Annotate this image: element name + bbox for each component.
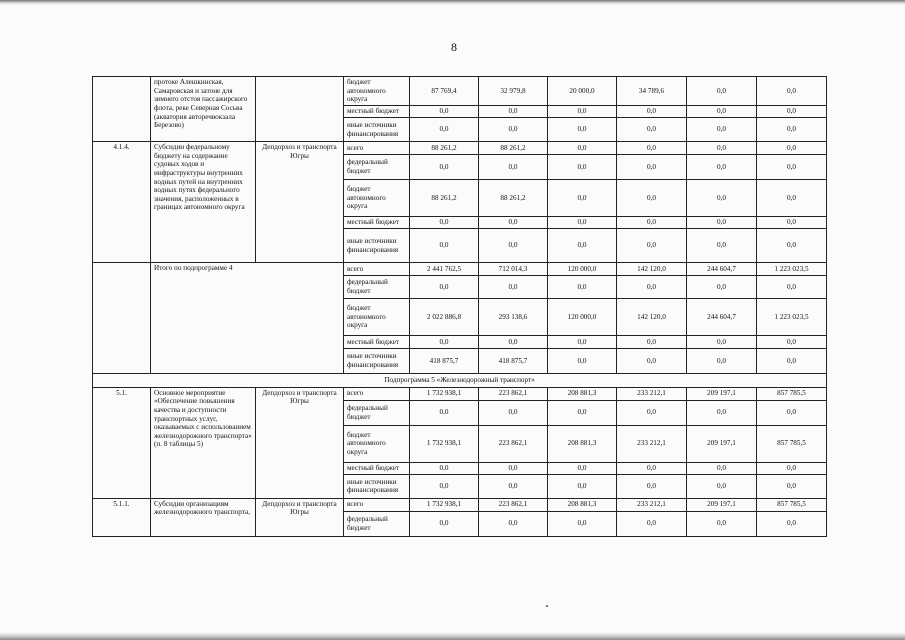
value-cell: 1 223 023,5 <box>757 299 827 336</box>
value-cell: 223 862,1 <box>479 498 548 511</box>
value-cell: 0,0 <box>479 511 548 536</box>
value-cell: 0,0 <box>479 336 548 349</box>
value-cell: 244 604,7 <box>687 299 757 336</box>
funding-source-cell: иные источники финансирования <box>344 349 410 374</box>
value-cell: 0,0 <box>479 155 548 180</box>
value-cell: 1 732 938,1 <box>410 425 479 462</box>
value-cell: 0,0 <box>548 118 617 142</box>
value-cell: 0,0 <box>757 142 827 155</box>
value-cell: 88 261,2 <box>410 180 479 217</box>
value-cell: 0,0 <box>548 155 617 180</box>
value-cell: 0,0 <box>757 462 827 474</box>
value-cell: 0,0 <box>687 155 757 180</box>
funding-source-cell: федеральный бюджет <box>344 276 410 299</box>
value-cell: 20 000,0 <box>548 77 617 106</box>
value-cell: 0,0 <box>617 155 687 180</box>
value-cell: 0,0 <box>617 118 687 142</box>
value-cell: 0,0 <box>687 142 757 155</box>
value-cell: 0,0 <box>548 276 617 299</box>
value-cell: 0,0 <box>410 155 479 180</box>
value-cell: 0,0 <box>548 462 617 474</box>
value-cell: 88 261,2 <box>479 142 548 155</box>
value-cell: 0,0 <box>617 336 687 349</box>
value-cell: 857 785,5 <box>757 498 827 511</box>
value-cell: 223 862,1 <box>479 425 548 462</box>
value-cell: 418 875,7 <box>479 349 548 374</box>
value-cell: 0,0 <box>617 106 687 118</box>
value-cell: 0,0 <box>687 474 757 498</box>
value-cell: 0,0 <box>479 217 548 229</box>
value-cell: 87 769,4 <box>410 77 479 106</box>
value-cell: 0,0 <box>548 106 617 118</box>
value-cell: 2 022 886,8 <box>410 299 479 336</box>
executor-cell: Депдорхоз и транспорта Югры <box>256 387 344 498</box>
budget-table <box>92 76 827 537</box>
value-cell: 120 000,0 <box>548 263 617 276</box>
value-cell: 34 789,6 <box>617 77 687 106</box>
value-cell: 0,0 <box>410 276 479 299</box>
value-cell: 0,0 <box>687 106 757 118</box>
scan-edge-bottom <box>0 632 905 640</box>
value-cell: 0,0 <box>687 336 757 349</box>
value-cell: 0,0 <box>757 511 827 536</box>
value-cell: 0,0 <box>757 474 827 498</box>
value-cell: 0,0 <box>479 474 548 498</box>
value-cell: 142 120,0 <box>617 263 687 276</box>
value-cell: 0,0 <box>617 462 687 474</box>
value-cell: 0,0 <box>617 229 687 263</box>
value-cell: 0,0 <box>410 106 479 118</box>
funding-source-cell: местный бюджет <box>344 106 410 118</box>
subprogram-heading: Подпрограмма 5 «Железнодорожный транспорт» <box>93 374 827 388</box>
row-number-cell: 5.1. <box>93 387 151 498</box>
value-cell: 209 197,1 <box>687 387 757 400</box>
row-number-cell <box>93 263 151 374</box>
value-cell: 0,0 <box>479 118 548 142</box>
value-cell: 223 862,1 <box>479 387 548 400</box>
scan-speck <box>546 605 548 607</box>
value-cell: 0,0 <box>757 349 827 374</box>
value-cell: 208 881,3 <box>548 387 617 400</box>
funding-source-cell: бюджет автономного округа <box>344 180 410 217</box>
value-cell: 0,0 <box>617 511 687 536</box>
value-cell: 0,0 <box>757 229 827 263</box>
activity-cell: протоке Алешкинская, Самаровская и затоне для зимнего отстоя пассажирского флота, реке Северная Сосьва (акватория авторечвокзала Березово) <box>151 77 256 142</box>
value-cell: 0,0 <box>548 217 617 229</box>
value-cell: 418 875,7 <box>410 349 479 374</box>
funding-source-cell: всего <box>344 263 410 276</box>
value-cell: 0,0 <box>687 276 757 299</box>
funding-source-cell: всего <box>344 498 410 511</box>
table-row <box>93 77 827 106</box>
value-cell: 2 441 762,5 <box>410 263 479 276</box>
funding-source-cell: федеральный бюджет <box>344 400 410 425</box>
value-cell: 142 120,0 <box>617 299 687 336</box>
value-cell: 0,0 <box>410 462 479 474</box>
value-cell: 0,0 <box>410 217 479 229</box>
funding-source-cell: всего <box>344 387 410 400</box>
activity-cell: Субсидии федеральному бюджету на содержание судовых ходов и инфраструктуры внутренних водных путей на внутренних водных путях федерального значения, расположенных в границах автономного округа <box>151 142 256 263</box>
table-row <box>93 142 827 155</box>
value-cell: 0,0 <box>757 180 827 217</box>
value-cell: 0,0 <box>410 336 479 349</box>
value-cell: 0,0 <box>757 217 827 229</box>
value-cell: 0,0 <box>548 180 617 217</box>
value-cell: 0,0 <box>757 77 827 106</box>
value-cell: 208 881,3 <box>548 425 617 462</box>
value-cell: 0,0 <box>757 336 827 349</box>
value-cell: 0,0 <box>479 106 548 118</box>
value-cell: 857 785,5 <box>757 387 827 400</box>
activity-cell: Основное мероприятие «Обеспечение повышения качества и доступности транспортных услуг, оказываемых с использованием железнодорожного транспорта» (п. 8 таблицы 5) <box>151 387 256 498</box>
value-cell: 0,0 <box>410 474 479 498</box>
value-cell: 293 138,6 <box>479 299 548 336</box>
funding-source-cell: иные источники финансирования <box>344 474 410 498</box>
value-cell: 88 261,2 <box>410 142 479 155</box>
value-cell: 209 197,1 <box>687 425 757 462</box>
executor-cell <box>256 77 344 142</box>
value-cell: 1 223 023,5 <box>757 263 827 276</box>
value-cell: 0,0 <box>410 229 479 263</box>
value-cell: 0,0 <box>617 400 687 425</box>
value-cell: 233 212,1 <box>617 425 687 462</box>
value-cell: 208 881,3 <box>548 498 617 511</box>
value-cell: 0,0 <box>548 349 617 374</box>
value-cell: 0,0 <box>479 229 548 263</box>
value-cell: 0,0 <box>757 400 827 425</box>
value-cell: 0,0 <box>617 217 687 229</box>
value-cell: 0,0 <box>548 400 617 425</box>
value-cell: 32 979,8 <box>479 77 548 106</box>
value-cell: 0,0 <box>617 474 687 498</box>
funding-source-cell: бюджет автономного округа <box>344 299 410 336</box>
funding-source-cell: местный бюджет <box>344 462 410 474</box>
scan-edge-top <box>0 0 905 5</box>
table-row <box>93 387 827 400</box>
value-cell: 0,0 <box>410 511 479 536</box>
value-cell: 120 000,0 <box>548 299 617 336</box>
table-row <box>93 263 827 276</box>
value-cell: 0,0 <box>687 180 757 217</box>
value-cell: 233 212,1 <box>617 498 687 511</box>
value-cell: 0,0 <box>479 276 548 299</box>
value-cell: 0,0 <box>548 229 617 263</box>
value-cell: 0,0 <box>687 217 757 229</box>
value-cell: 0,0 <box>757 276 827 299</box>
value-cell: 0,0 <box>687 118 757 142</box>
value-cell: 0,0 <box>687 349 757 374</box>
value-cell: 0,0 <box>687 229 757 263</box>
value-cell: 0,0 <box>548 336 617 349</box>
value-cell: 88 261,2 <box>479 180 548 217</box>
row-number-cell: 4.1.4. <box>93 142 151 263</box>
section-heading-row <box>93 374 827 388</box>
table-row <box>93 498 827 511</box>
value-cell: 0,0 <box>687 511 757 536</box>
value-cell: 0,0 <box>757 118 827 142</box>
value-cell: 857 785,5 <box>757 425 827 462</box>
row-number-cell: 5.1.1. <box>93 498 151 536</box>
value-cell: 0,0 <box>687 462 757 474</box>
value-cell: 244 604,7 <box>687 263 757 276</box>
value-cell: 1 732 938,1 <box>410 387 479 400</box>
funding-source-cell: бюджет автономного округа <box>344 425 410 462</box>
value-cell: 0,0 <box>757 106 827 118</box>
funding-source-cell: федеральный бюджет <box>344 155 410 180</box>
funding-source-cell: местный бюджет <box>344 336 410 349</box>
funding-source-cell: местный бюджет <box>344 217 410 229</box>
value-cell: 209 197,1 <box>687 498 757 511</box>
value-cell: 0,0 <box>479 400 548 425</box>
funding-source-cell: всего <box>344 142 410 155</box>
subtotal-label-cell: Итого по подпрограмме 4 <box>151 263 344 374</box>
value-cell: 0,0 <box>617 180 687 217</box>
value-cell: 0,0 <box>687 400 757 425</box>
value-cell: 0,0 <box>479 462 548 474</box>
value-cell: 0,0 <box>617 276 687 299</box>
value-cell: 0,0 <box>410 118 479 142</box>
page-number: 8 <box>451 40 457 54</box>
executor-cell: Депдорхоз и транспорта Югры <box>256 142 344 263</box>
value-cell: 0,0 <box>687 77 757 106</box>
value-cell: 712 014,3 <box>479 263 548 276</box>
value-cell: 0,0 <box>617 349 687 374</box>
value-cell: 0,0 <box>410 400 479 425</box>
value-cell: 233 212,1 <box>617 387 687 400</box>
value-cell: 1 732 938,1 <box>410 498 479 511</box>
value-cell: 0,0 <box>617 142 687 155</box>
value-cell: 0,0 <box>548 511 617 536</box>
value-cell: 0,0 <box>548 474 617 498</box>
value-cell: 0,0 <box>757 155 827 180</box>
row-number-cell <box>93 77 151 142</box>
activity-cell: Субсидии организациям железнодорожного транспорта, <box>151 498 256 536</box>
executor-cell: Депдорхоз и транспорта Югры <box>256 498 344 536</box>
funding-source-cell: иные источники финансирования <box>344 229 410 263</box>
funding-source-cell: бюджет автономного округа <box>344 77 410 106</box>
value-cell: 0,0 <box>548 142 617 155</box>
funding-source-cell: федеральный бюджет <box>344 511 410 536</box>
funding-source-cell: иные источники финансирования <box>344 118 410 142</box>
